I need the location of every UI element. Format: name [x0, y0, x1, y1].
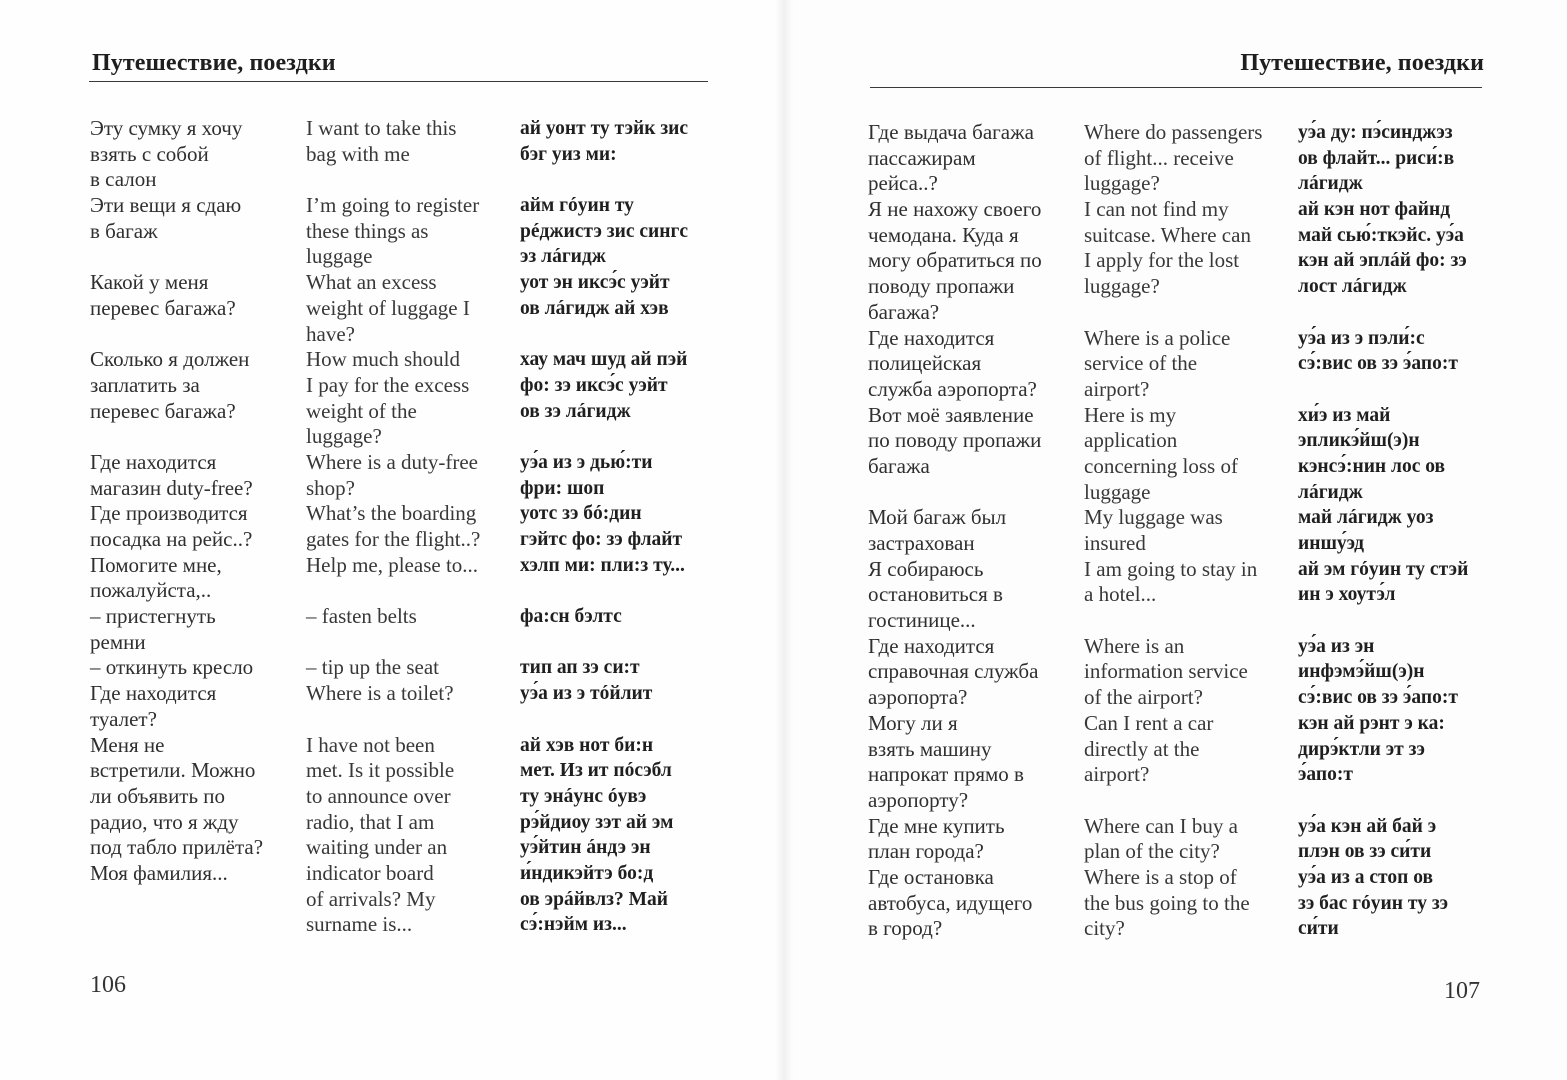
- english-phrase-line: – fasten belts: [306, 604, 417, 629]
- transcription-line: уэ́а ду: пэ́синджэз: [1298, 122, 1453, 143]
- transcription-line: рэ́йдиоу зэт ай эм: [520, 811, 674, 833]
- phrase-entry: [90, 733, 720, 939]
- transcription: [520, 733, 720, 939]
- russian-phrase-line: аэропорта?: [868, 685, 968, 710]
- book-gutter: [775, 0, 793, 1080]
- english-phrase-line: concerning loss of: [1084, 453, 1238, 478]
- transcription-line: кэнсэ́:нин лос ов: [1298, 455, 1446, 477]
- transcription: [520, 116, 720, 167]
- russian-phrase: [868, 403, 1084, 480]
- transcription-line: эпликэ́йш(э)н: [1298, 430, 1420, 452]
- english-phrase-line: – tip up the seat: [306, 655, 439, 680]
- english-phrase: [1084, 120, 1298, 197]
- english-phrase-line: I pay for the excess: [306, 372, 470, 397]
- russian-phrase-line: багажа: [868, 453, 930, 478]
- russian-phrase-line: Какой у меня: [90, 270, 209, 295]
- russian-phrase-line: остановиться в: [868, 582, 1003, 607]
- transcription-line: май лáгидж уоз: [1298, 507, 1434, 529]
- english-phrase-line: Can I rent a car: [1084, 710, 1214, 735]
- russian-phrase: [868, 120, 1084, 197]
- english-phrase: [306, 270, 520, 347]
- transcription-line: уэ́а из эн: [1298, 635, 1375, 657]
- transcription-line: сэ́:нэйм из...: [520, 914, 627, 936]
- transcription-line: ай уонт ту тэйк зис: [520, 118, 689, 139]
- phrase-entry: [90, 501, 720, 552]
- phrase-list: [868, 120, 1498, 942]
- transcription-line: ов эрáйвлз? Май: [520, 888, 668, 910]
- russian-phrase-line: рейса..?: [868, 171, 938, 196]
- english-phrase-line: I apply for the lost: [1084, 248, 1240, 273]
- russian-phrase-line: Меня не: [90, 732, 165, 757]
- english-phrase-line: to announce over: [306, 783, 451, 808]
- transcription-line: иншу́эд: [1298, 533, 1364, 554]
- russian-phrase-line: напрокат прямо в: [868, 762, 1024, 787]
- russian-phrase: [868, 814, 1084, 865]
- english-phrase: [306, 116, 520, 167]
- russian-phrase: [90, 733, 306, 887]
- russian-phrase-line: Где находится: [90, 681, 217, 706]
- russian-phrase-line: пожалуйста,..: [90, 578, 212, 603]
- transcription-line: сэ́:вис ов зэ э́апо:т: [1298, 687, 1458, 709]
- russian-phrase: [868, 557, 1084, 634]
- english-phrase-line: I want to take this: [306, 116, 457, 140]
- transcription-line: эз лáгидж: [520, 246, 606, 268]
- transcription-line: уэ́а из э пэли́:с: [1298, 327, 1425, 349]
- russian-phrase-line: Сколько я должен: [90, 347, 250, 372]
- phrase-entry: [868, 814, 1498, 865]
- transcription-line: ай кэн нот файнд: [1298, 199, 1451, 221]
- transcription-line: лост лáгидж: [1298, 276, 1407, 298]
- russian-phrase-line: по поводу пропажи: [868, 428, 1042, 453]
- russian-phrase-line: могу обратиться по: [868, 248, 1042, 273]
- phrase-entry: [90, 116, 720, 193]
- transcription-line: уэ́а кэн ай бай э: [1298, 815, 1437, 837]
- russian-phrase-line: полицейская: [868, 351, 982, 376]
- russian-phrase-line: Эти вещи я сдаю: [90, 193, 242, 218]
- transcription: [520, 553, 720, 579]
- english-phrase: [1084, 634, 1298, 711]
- transcription-line: кэн ай рэнт э ка:: [1298, 712, 1445, 734]
- russian-phrase: [90, 501, 306, 552]
- english-phrase: [1084, 326, 1298, 403]
- russian-phrase: [868, 865, 1084, 942]
- transcription-line: ай эм гóуин ту стэй: [1298, 558, 1469, 580]
- russian-phrase-line: перевес багажа?: [90, 398, 236, 423]
- english-phrase: [306, 193, 520, 270]
- transcription-line: бэг уиз ми:: [520, 143, 617, 165]
- english-phrase: [306, 733, 520, 939]
- english-phrase-line: What’s the boarding: [306, 501, 477, 526]
- english-phrase-line: application: [1084, 428, 1178, 453]
- english-phrase: [1084, 197, 1298, 300]
- english-phrase-line: I’m going to register: [306, 193, 480, 218]
- transcription: [520, 450, 720, 501]
- english-phrase-line: have?: [306, 321, 355, 346]
- russian-phrase-line: Где мне купить: [868, 813, 1005, 838]
- english-phrase-line: Where is a police: [1084, 325, 1231, 350]
- phrase-entry: [868, 120, 1498, 197]
- english-phrase: [1084, 711, 1298, 788]
- russian-phrase-line: туалет?: [90, 706, 157, 731]
- transcription-line: хи́э из май: [1298, 404, 1391, 426]
- russian-phrase-line: Где остановка: [868, 864, 994, 889]
- russian-phrase: [90, 553, 306, 604]
- phrase-entry: [868, 711, 1498, 814]
- transcription: [520, 193, 720, 270]
- english-phrase: [1084, 505, 1298, 556]
- transcription-line: и́ндикэйтэ бо:д: [520, 862, 654, 884]
- phrase-entry: [90, 681, 720, 732]
- left-page: [0, 0, 783, 1080]
- russian-phrase-line: Где находится: [868, 325, 995, 350]
- phrase-entry: [868, 403, 1498, 506]
- transcription-line: ов лáгидж ай хэв: [520, 297, 669, 319]
- russian-phrase-line: взять машину: [868, 736, 992, 761]
- english-phrase-line: luggage: [306, 244, 373, 269]
- english-phrase-line: city?: [1084, 916, 1125, 941]
- english-phrase-line: luggage?: [306, 424, 382, 449]
- transcription: [1298, 403, 1498, 506]
- phrase-entry: [868, 197, 1498, 325]
- russian-phrase-line: чемодана. Куда я: [868, 222, 1019, 247]
- transcription-line: фо: зэ иксэ́с уэйт: [520, 374, 668, 396]
- russian-phrase-line: справочная служба: [868, 659, 1039, 684]
- english-phrase-line: Where is a stop of: [1084, 864, 1237, 889]
- russian-phrase-line: под табло прилёта?: [90, 835, 264, 860]
- russian-phrase-line: Я собираюсь: [868, 556, 984, 581]
- english-phrase-line: these things as: [306, 218, 429, 243]
- english-phrase-line: service of the: [1084, 351, 1198, 376]
- transcription-line: лáгидж: [1298, 173, 1363, 195]
- russian-phrase-line: Где находится: [90, 449, 217, 474]
- english-phrase-line: Where do passengers: [1084, 120, 1263, 144]
- russian-phrase-line: Эту сумку я хочу: [90, 116, 243, 140]
- russian-phrase-line: взять с собой: [90, 141, 209, 166]
- english-phrase: [306, 501, 520, 552]
- english-phrase-line: bag with me: [306, 141, 410, 166]
- english-phrase-line: suitcase. Where can: [1084, 222, 1251, 247]
- russian-phrase-line: в город?: [868, 916, 943, 941]
- page-number: 106: [90, 972, 126, 998]
- transcription-line: хэлп ми: пли:з ту...: [520, 554, 685, 576]
- english-phrase-line: radio, that I am: [306, 809, 435, 834]
- transcription-line: зэ бас гóуин ту зэ: [1298, 892, 1449, 914]
- russian-phrase-line: аэропорту?: [868, 787, 969, 812]
- russian-phrase-line: в багаж: [90, 218, 158, 243]
- russian-phrase-line: в салон: [90, 167, 157, 192]
- english-phrase-line: directly at the: [1084, 736, 1200, 761]
- russian-phrase: [90, 604, 306, 655]
- phrase-entry: [868, 557, 1498, 634]
- english-phrase-line: of arrivals? My: [306, 886, 436, 911]
- phrase-entry: [90, 450, 720, 501]
- transcription-line: фри: шоп: [520, 477, 605, 499]
- russian-phrase: [868, 505, 1084, 556]
- english-phrase-line: Where is a duty-free: [306, 449, 478, 474]
- transcription-line: си́ти: [1298, 918, 1339, 940]
- english-phrase: [1084, 814, 1298, 865]
- transcription-line: мет. Из ит пóсэбл: [520, 760, 672, 782]
- english-phrase-line: surname is...: [306, 912, 413, 937]
- transcription: [520, 270, 720, 321]
- russian-phrase: [90, 347, 306, 424]
- russian-phrase-line: Где находится: [868, 633, 995, 658]
- transcription-line: кэн ай эплáй фо: зэ: [1298, 250, 1467, 272]
- russian-phrase-line: – пристегнуть: [90, 604, 216, 629]
- russian-phrase-line: план города?: [868, 839, 984, 864]
- russian-phrase-line: Моя фамилия...: [90, 860, 228, 885]
- english-phrase: [306, 553, 520, 579]
- transcription-line: инфэмэ́йш(э)н: [1298, 661, 1425, 683]
- english-phrase-line: Where can I buy a: [1084, 813, 1238, 838]
- transcription: [1298, 865, 1498, 942]
- transcription-line: уотс зэ бó:дин: [520, 503, 642, 525]
- english-phrase-line: indicator board: [306, 860, 434, 885]
- english-phrase-line: luggage: [1084, 479, 1151, 504]
- russian-phrase: [90, 270, 306, 321]
- transcription-line: тип ап зэ си:т: [520, 657, 640, 679]
- russian-phrase: [868, 326, 1084, 403]
- english-phrase: [1084, 557, 1298, 608]
- english-phrase-line: weight of luggage I: [306, 295, 470, 320]
- russian-phrase-line: посадка на рейс..?: [90, 527, 253, 551]
- transcription: [1298, 557, 1498, 608]
- english-phrase-line: I have not been: [306, 732, 435, 757]
- transcription: [520, 604, 720, 630]
- english-phrase-line: airport?: [1084, 376, 1150, 401]
- english-phrase: [306, 450, 520, 501]
- transcription-line: ай хэв нот би:н: [520, 734, 654, 756]
- english-phrase-line: Here is my: [1084, 402, 1177, 427]
- transcription-line: гэйтс фо: зэ флайт: [520, 529, 683, 550]
- phrase-list: [90, 116, 720, 938]
- russian-phrase: [90, 193, 306, 244]
- english-phrase-line: gates for the flight..?: [306, 527, 481, 551]
- english-phrase-line: of the airport?: [1084, 685, 1203, 710]
- english-phrase-line: weight of the: [306, 398, 417, 423]
- page-header: Путешествие, поездки: [92, 50, 336, 76]
- transcription-line: плэн ов зэ си́ти: [1298, 841, 1432, 863]
- transcription-line: айм гóуин ту: [520, 195, 634, 217]
- transcription: [520, 501, 720, 552]
- english-phrase: [1084, 403, 1298, 506]
- english-phrase-line: insured: [1084, 531, 1146, 555]
- russian-phrase-line: Помогите мне,: [90, 552, 222, 577]
- phrase-entry: [868, 505, 1498, 556]
- russian-phrase: [90, 450, 306, 501]
- english-phrase-line: information service: [1084, 659, 1248, 684]
- english-phrase: [306, 347, 520, 450]
- russian-phrase-line: встретили. Можно: [90, 758, 256, 783]
- russian-phrase-line: перевес багажа?: [90, 295, 236, 320]
- russian-phrase-line: Могу ли я: [868, 710, 958, 735]
- english-phrase-line: a hotel...: [1084, 582, 1157, 607]
- english-phrase: [306, 604, 520, 630]
- transcription: [520, 655, 720, 681]
- phrase-entry: [90, 270, 720, 347]
- russian-phrase-line: Вот моё заявление: [868, 402, 1034, 427]
- russian-phrase-line: магазин duty-free?: [90, 475, 253, 500]
- transcription: [520, 347, 720, 424]
- russian-phrase-line: застрахован: [868, 531, 975, 555]
- transcription: [1298, 505, 1498, 556]
- transcription-line: уот эн иксэ́с уэйт: [520, 272, 670, 294]
- transcription: [1298, 326, 1498, 377]
- russian-phrase-line: Я не нахожу своего: [868, 197, 1042, 222]
- header-rule: [89, 81, 708, 82]
- english-phrase: [306, 655, 520, 681]
- english-phrase-line: Where is a toilet?: [306, 681, 454, 706]
- english-phrase: [306, 681, 520, 707]
- transcription: [1298, 120, 1498, 197]
- russian-phrase-line: – откинуть кресло: [90, 655, 254, 680]
- transcription-line: уэ́а из а стоп ов: [1298, 866, 1434, 888]
- english-phrase-line: What an excess: [306, 270, 437, 295]
- english-phrase-line: shop?: [306, 475, 355, 500]
- english-phrase-line: the bus going to the: [1084, 890, 1250, 915]
- phrase-entry: [90, 347, 720, 450]
- russian-phrase-line: автобуса, идущего: [868, 890, 1033, 915]
- russian-phrase: [90, 116, 306, 193]
- russian-phrase-line: заплатить за: [90, 372, 200, 397]
- russian-phrase-line: Мой багаж был: [868, 505, 1007, 530]
- right-page: [783, 0, 1567, 1080]
- transcription-line: уэ́йтин áндэ эн: [520, 837, 651, 859]
- russian-phrase-line: служба аэропорта?: [868, 376, 1037, 401]
- transcription-line: дирэ́ктли эт зэ: [1298, 738, 1425, 760]
- transcription-line: э́апо:т: [1298, 764, 1353, 786]
- phrase-entry: [90, 193, 720, 270]
- russian-phrase: [868, 197, 1084, 325]
- phrase-entry: [90, 655, 720, 681]
- russian-phrase-line: ремни: [90, 629, 146, 654]
- transcription-line: ов зэ лáгидж: [520, 400, 631, 422]
- english-phrase-line: luggage?: [1084, 274, 1160, 299]
- english-phrase-line: of flight... receive: [1084, 145, 1234, 170]
- english-phrase-line: met. Is it possible: [306, 758, 455, 783]
- english-phrase-line: I can not find my: [1084, 197, 1229, 222]
- russian-phrase: [90, 655, 306, 681]
- transcription-line: рéджистэ зис сингс: [520, 220, 688, 242]
- phrase-entry: [90, 553, 720, 604]
- transcription-line: сэ́:вис ов зэ э́апо:т: [1298, 353, 1458, 375]
- transcription-line: ов флайт... риси́:в: [1298, 147, 1455, 169]
- page-header: Путешествие, поездки: [1240, 50, 1484, 76]
- transcription-line: уэ́а из э тóйлит: [520, 683, 653, 705]
- english-phrase-line: How much should: [306, 347, 460, 372]
- russian-phrase-line: гостинице...: [868, 608, 976, 633]
- russian-phrase-line: багажа?: [868, 299, 940, 324]
- english-phrase: [1084, 865, 1298, 942]
- phrase-entry: [90, 604, 720, 655]
- english-phrase-line: waiting under an: [306, 835, 448, 860]
- phrase-entry: [868, 326, 1498, 403]
- transcription-line: ту энáунс óувэ: [520, 785, 647, 807]
- page-number: 107: [1444, 978, 1480, 1004]
- transcription: [520, 681, 720, 707]
- english-phrase-line: Where is an: [1084, 633, 1185, 658]
- transcription: [1298, 814, 1498, 865]
- russian-phrase-line: пассажирам: [868, 145, 976, 170]
- english-phrase-line: Help me, please to...: [306, 552, 479, 577]
- transcription-line: уэ́а из э дью́:ти: [520, 451, 653, 473]
- transcription: [1298, 711, 1498, 788]
- russian-phrase: [868, 634, 1084, 711]
- russian-phrase-line: поводу пропажи: [868, 274, 1015, 299]
- header-rule: [870, 87, 1482, 88]
- transcription-line: лáгидж: [1298, 481, 1363, 503]
- transcription-line: май сью́:ткэйс. уэ́а: [1298, 224, 1464, 246]
- phrase-entry: [868, 865, 1498, 942]
- transcription: [1298, 197, 1498, 300]
- russian-phrase-line: Где производится: [90, 501, 248, 526]
- transcription: [1298, 634, 1498, 711]
- english-phrase-line: luggage?: [1084, 171, 1160, 196]
- english-phrase-line: plan of the city?: [1084, 839, 1220, 864]
- transcription-line: ин э хоутэ́л: [1298, 584, 1396, 606]
- russian-phrase-line: радио, что я жду: [90, 809, 239, 834]
- english-phrase-line: My luggage was: [1084, 505, 1223, 530]
- english-phrase-line: airport?: [1084, 762, 1150, 787]
- russian-phrase: [90, 681, 306, 732]
- transcription-line: фа:сн бэлтс: [520, 606, 622, 628]
- transcription-line: хау мач шуд ай пэй: [520, 349, 688, 371]
- phrase-entry: [868, 634, 1498, 711]
- russian-phrase-line: ли объявить по: [90, 783, 226, 808]
- english-phrase-line: I am going to stay in: [1084, 556, 1258, 581]
- russian-phrase-line: Где выдача багажа: [868, 120, 1034, 144]
- russian-phrase: [868, 711, 1084, 814]
